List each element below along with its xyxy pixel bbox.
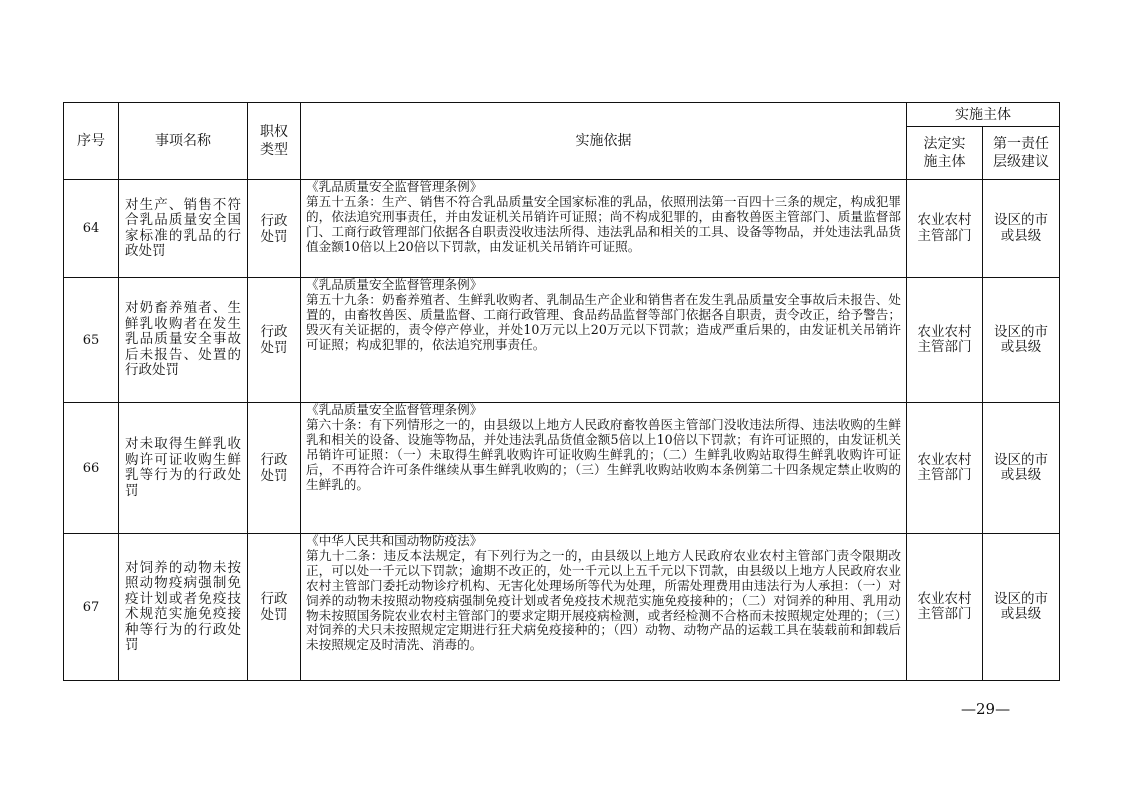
row-no: 66 (64, 403, 119, 534)
row-no: 64 (64, 180, 119, 278)
basis-title: 《中华人民共和国动物防疫法》 (306, 533, 483, 548)
row-type-label: 行政处罚 (260, 452, 288, 484)
page-number: —29— (961, 700, 1011, 718)
row-basis (301, 180, 907, 278)
row-level: 设区的市或县级 (983, 534, 1060, 681)
row-type-label: 行政处罚 (260, 212, 288, 245)
row-level: 设区的市或县级 (983, 403, 1060, 534)
header-legal (907, 127, 983, 180)
row-legal-subject: 农业农村主管部门 (907, 534, 983, 681)
row-name: 对未取得生鲜乳收购许可证收购生鲜乳等行为的行政处罚 (119, 403, 248, 534)
row-name: 对生产、销售不符合乳品质量安全国家标准的乳品的行政处罚 (119, 180, 248, 278)
basis-text: 第九十二条：违反本法规定，有下列行为之一的，由县级以上地方人民政府农业农村主管部门责令限期改正，可以处一千元以下罚款；逾期不改正的，处一千元以上五千元以下罚款，由县级以上地方人民政府农业农村主管部门委托动物诊疗机构、无害化处理场所等代为处理，所需处理费用由违法行为人承担：（一）对饲养的动物未按照动物疫病强制免疫计划或者免疫技术规范实施免疫接种的；（二）对饲养的种用、乳用动物未按照国务院农业农村主管部门的要求定期开展疫病检测，或者经检测不合格而未按照规定处理的；（三）对饲养的犬只未按照规定定期进行狂犬病免疫接种的；（四）动物、动物产品的运载工具在装载前和卸载后未按照规定及时清洗、消毒的。 (306, 547, 901, 653)
table-row (64, 534, 1060, 681)
table-row (64, 278, 1060, 403)
row-name: 对奶畜养殖者、生鲜乳收购者在发生乳品质量安全事故后未报告、处置的行政处罚 (119, 278, 248, 403)
table-row (64, 403, 1060, 534)
basis-text: 第六十条：有下列情形之一的，由县级以上地方人民政府畜牧兽医主管部门没收违法所得、违法收购的生鲜乳和相关的设备、设施等物品，并处违法乳品货值金额5倍以上10倍以下罚款；有许可证照的，由发证机关吊销许可证照：（一）未取得生鲜乳收购许可证收购生鲜乳的；（二）生鲜乳收购站取得生鲜乳收购许可证后，不再符合许可条件继续从事生鲜乳收购的；（三）生鲜乳收购站收购本条例第二十四条规定禁止收购的生鲜乳的。 (306, 416, 901, 492)
header-type (248, 103, 301, 180)
header-level (983, 127, 1060, 180)
row-level: 设区的市或县级 (983, 278, 1060, 403)
basis-text: 第五十九条：奶畜养殖者、生鲜乳收购者、乳制品生产企业和销售者在发生乳品质量安全事故后未报告、处置的，由畜牧兽医、质量监督、工商行政管理、食品药品监督等部门依据各自职责，责令改正，给予警告；毁灭有关证据的，责令停产停业，并处10万元以上20万元以下罚款；造成严重后果的，由发证机关吊销许可证照；构成犯罪的，依法追究刑事责任。 (306, 291, 901, 352)
row-basis (301, 278, 907, 403)
row-type (248, 278, 301, 403)
row-legal-subject: 农业农村主管部门 (907, 278, 983, 403)
header-level-label: 第一责任层级建议 (993, 136, 1049, 170)
row-level: 设区的市或县级 (983, 180, 1060, 278)
header-legal-label: 法定实施主体 (923, 136, 966, 170)
row-basis (301, 403, 907, 534)
row-type-label: 行政处罚 (260, 591, 288, 623)
table-row (64, 180, 1060, 278)
basis-title: 《乳品质量安全监督管理条例》 (306, 179, 483, 194)
header-basis: 实施依据 (301, 103, 907, 180)
row-type (248, 534, 301, 681)
enforcement-table (63, 102, 1060, 681)
header-name: 事项名称 (119, 103, 248, 180)
row-no: 67 (64, 534, 119, 681)
row-legal-subject: 农业农村主管部门 (907, 403, 983, 534)
row-type (248, 403, 301, 534)
basis-text: 第五十五条：生产、销售不符合乳品质量安全国家标准的乳品，依照刑法第一百四十三条的规定，构成犯罪的，依法追究刑事责任，并由发证机关吊销许可证照；尚不构成犯罪的，由畜牧兽医主管部门、质量监督部门、工商行政管理部门依据各自职责没收违法所得、违法乳品和相关的工具、设备等物品，并处违法乳品货值金额10倍以上20倍以下罚款，由发证机关吊销许可证照。 (306, 193, 901, 254)
header-no: 序号 (64, 103, 119, 180)
row-name: 对饲养的动物未按照动物疫病强制免疫计划或者免疫技术规范实施免疫接种等行为的行政处罚 (119, 534, 248, 681)
row-basis (301, 534, 907, 681)
row-type-label: 行政处罚 (260, 324, 288, 356)
header-subject: 实施主体 (907, 103, 1060, 127)
basis-title: 《乳品质量安全监督管理条例》 (306, 277, 483, 292)
row-no: 65 (64, 278, 119, 403)
header-type-label: 职权类型 (260, 124, 288, 158)
row-legal-subject: 农业农村主管部门 (907, 180, 983, 278)
row-type (248, 180, 301, 278)
basis-title: 《乳品质量安全监督管理条例》 (306, 402, 483, 417)
